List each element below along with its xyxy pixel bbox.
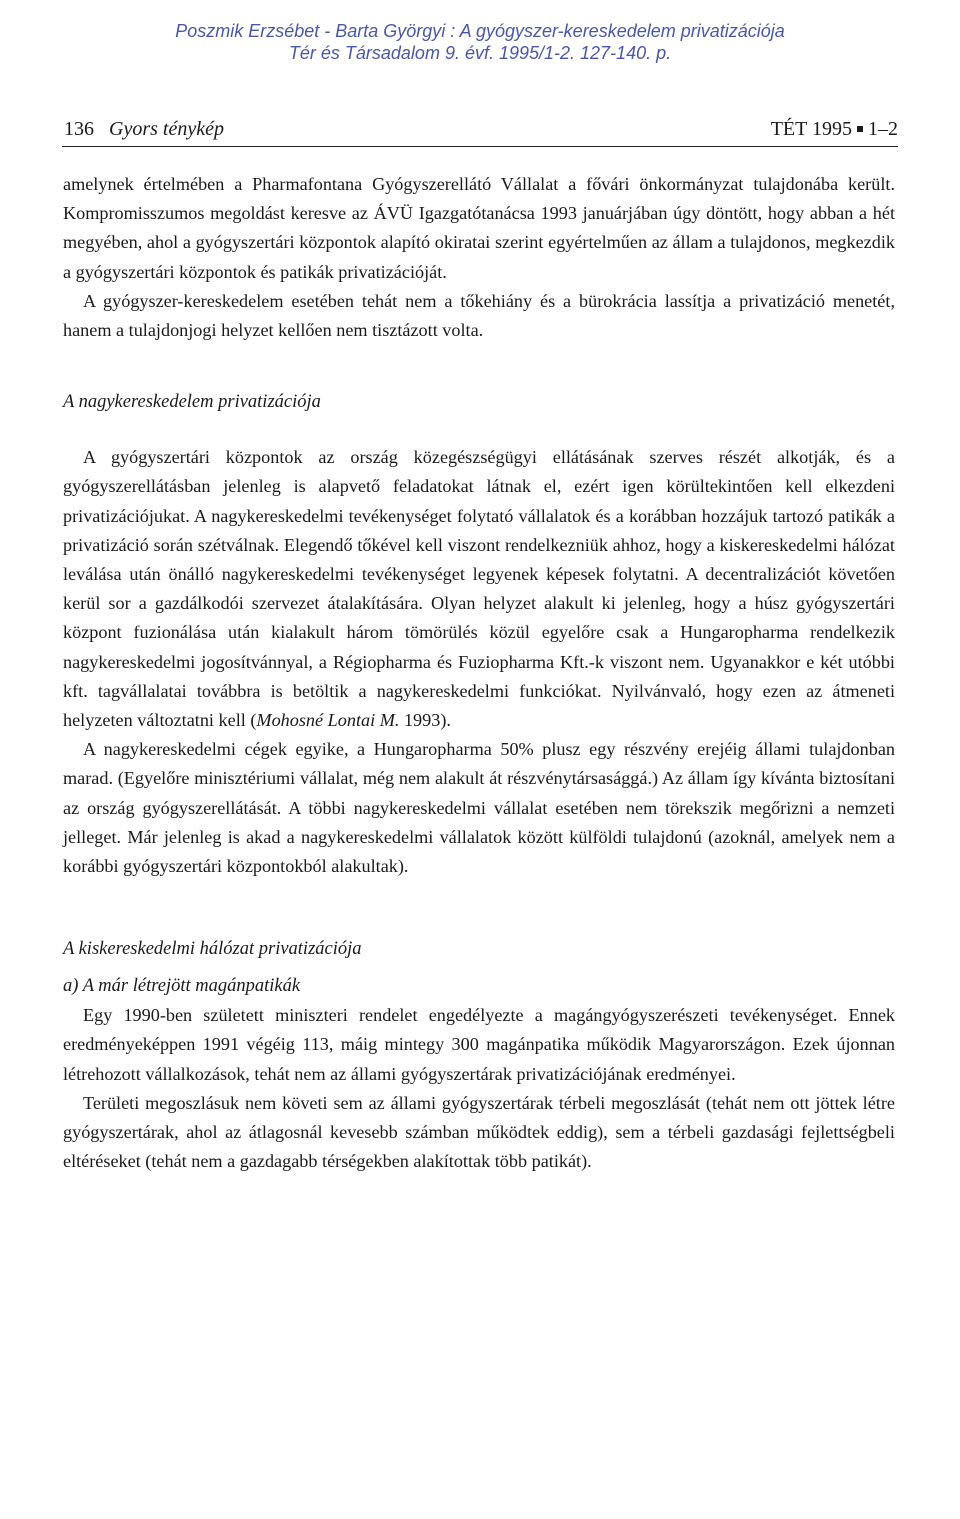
- page-number: 136: [64, 118, 94, 140]
- paragraph-2: A gyógyszer-kereskedelem esetében tehát nem a tőkehiány és a bürokrácia lassítja a privatizáció menetét, hanem a tulajdonjogi helyzet kellően nem tisztázott volta.: [63, 290, 895, 341]
- subheading-private-pharmacies: a) A már létrejött magánpatikák: [63, 976, 301, 997]
- paragraph-5: Egy 1990-ben született miniszteri rendelet engedélyezte a magángyógyszerészeti tevékenységet. Ennek eredményeképpen 1991 végéig 113, máig mintegy 300 magánpatika működik Magyarországon. Ezek újonnan létrehozott vállalkozások, tehát nem az állami gyógyszertárak privatizációjának eredményei.: [63, 1005, 895, 1084]
- citation-author: Mohosné Lontai M.: [256, 710, 400, 731]
- source-journal-reference: Tér és Társadalom 9. évf. 1995/1-2. 127-140. p.: [288, 43, 672, 63]
- paragraph-3-text: A gyógyszertári központok az ország közegészségügyi ellátásának szerves részét alkotják, és a gyógyszerellátásban jelenleg is alapvető feladatokat látnak el, ezért igen körültekintően kell elkezdeni privatizációjukat. A nagykereskedelmi tevékenységet folytató vállalatok és a korábban hozzájuk tartozó patikák a privatizáció során szétválnak. Elegendő tőkével kell viszont rendelkezniük ahhoz, hogy a kiskereskedelmi hálózat leválása után önálló nagykereskedelmi tevékenységet legyenek képesek folytatni. A decentralizációt követően kerül sor a gazdálkodói szervezet átalakítására. Olyan helyzet alakult ki jelenleg, hogy a húsz gyógyszertári központ fuzionálása után kialakult három tömörülés közül egyelőre csak a Hungaropharma rendelkezik nagykereskedelmi jogosítvánnyal, a Régiopharma és Fuziopharma Kft.-k viszont nem. Ugyanakkor e két utóbbi kft. tagvállalatai továbbra is betöltik a nagykereskedelmi funkciókat. Nyilvánvaló, hogy ezen az átmeneti helyzeten változtatni kell (: [63, 447, 895, 731]
- heading-retail-privatization: A kiskereskedelmi hálózat privatizációja: [63, 939, 362, 960]
- square-bullet-icon: [857, 126, 863, 132]
- paragraph-4: A nagykereskedelmi cégek egyike, a Hungaropharma 50% plusz egy részvény erejéig állami tulajdonban marad. (Egyelőre minisztériumi vállalat, még nem alakult át részvénytársasággá.) Az állam így kívánta biztosítani az ország gyógyszerellátását. A többi nagykereskedelmi vállalat esetében nem törekszik megőrizni a nemzeti jelleget. Már jelenleg is akad a nagykereskedelmi vállalatok között külföldi tulajdonú (azoknál, amelyek nem a korábbi gyógyszertári központokból alakultak).: [63, 739, 895, 877]
- running-head-left: [64, 118, 224, 141]
- journal-abbrev: TÉT 1995: [770, 118, 852, 140]
- source-authors-title: Poszmik Erzsébet - Barta Györgyi : A gyógyszer-kereskedelem privatizációja: [175, 21, 785, 41]
- article-body: [63, 170, 895, 1176]
- paragraph-3: [63, 443, 895, 735]
- paragraph-6: Területi megoszlásuk nem követi sem az állami gyógyszertárak térbeli megoszlását (tehát nem ott jöttek létre gyógyszertárak, ahol az átlagosnál kevesebb számban működtek eddig), sem a térbeli gazdasági fejlettségbeli eltéréseket (tehát nem a gazdagabb térségekben alakítottak több patikát).: [63, 1092, 895, 1172]
- heading-wholesale-privatization: A nagykereskedelem privatizációja: [63, 392, 321, 413]
- section-name: Gyors ténykép: [109, 118, 224, 140]
- running-head-right: [771, 118, 898, 141]
- citation-year: 1993).: [399, 710, 451, 731]
- issue-number: 1–2: [868, 118, 898, 140]
- running-head: [62, 116, 898, 147]
- source-citation-header: [0, 20, 960, 64]
- paragraph-1: amelynek értelmében a Pharmafontana Gyógyszerellátó Vállalat a fővári önkormányzat tulajdonába került. Kompromisszumos megoldást keresve az ÁVÜ Igazgatótanácsa 1993 januárjában úgy döntött, hogy abban a hét megyében, ahol a gyógyszertári központok alapító okiratai szerint egyértelműen az állam a tulajdonos, megkezdik a gyógyszertári központok és patikák privatizációját.: [63, 174, 895, 282]
